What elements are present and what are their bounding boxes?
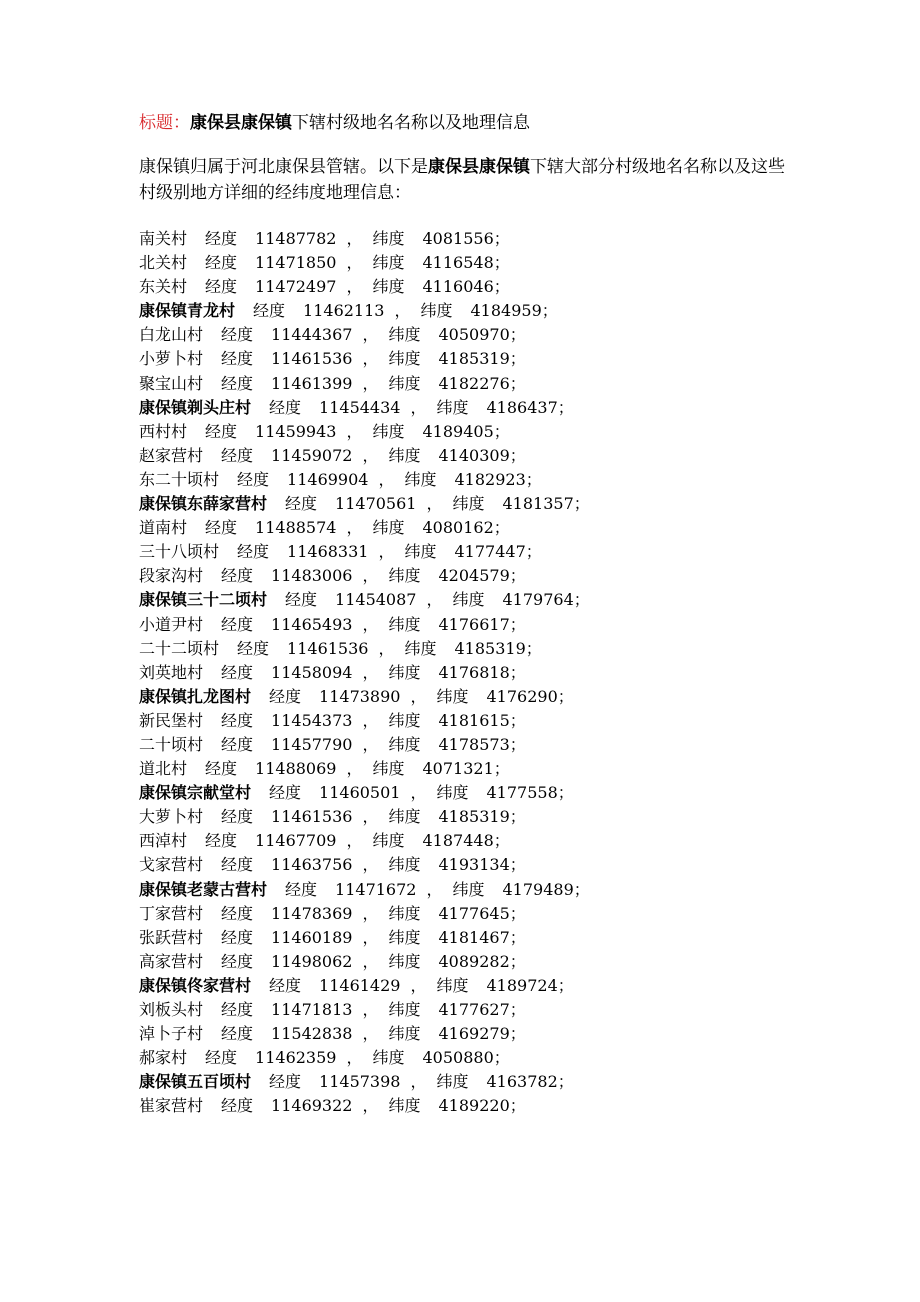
separator: ， — [362, 927, 379, 947]
village-row — [139, 444, 590, 468]
longitude-value: 11488574 — [255, 518, 337, 538]
village-name: 新民堡村 — [139, 710, 204, 730]
longitude-label: 经度 — [221, 927, 254, 947]
latitude-label: 纬度 — [388, 710, 421, 730]
longitude-label: 经度 — [237, 469, 270, 489]
separator: ， — [362, 373, 379, 393]
village-name: 小道尹村 — [139, 614, 204, 634]
latitude-label: 纬度 — [372, 229, 405, 248]
separator: ， — [410, 686, 427, 706]
document-title — [139, 111, 530, 135]
longitude-value: 11458094 — [271, 662, 353, 682]
longitude-value: 11462113 — [303, 301, 385, 321]
separator: ， — [346, 229, 363, 248]
latitude-label: 纬度 — [388, 566, 421, 586]
longitude-value: 11461536 — [287, 638, 369, 658]
village-name: 白龙山村 — [139, 325, 204, 345]
latitude-value: 4176617； — [438, 614, 526, 634]
latitude-value: 4184959； — [470, 301, 558, 321]
village-name: 大萝卜村 — [139, 807, 204, 827]
village-row — [139, 829, 590, 853]
longitude-label: 经度 — [269, 783, 302, 803]
longitude-label: 经度 — [285, 590, 318, 610]
village-row — [139, 372, 590, 396]
village-row — [139, 347, 590, 371]
title-bold-part: 康保县康保镇 — [190, 113, 292, 133]
latitude-value: 4080162； — [422, 518, 510, 538]
village-row — [139, 540, 590, 564]
separator: ， — [346, 421, 363, 441]
separator: ， — [346, 1048, 363, 1068]
latitude-label: 纬度 — [436, 686, 469, 706]
village-row — [139, 926, 590, 950]
longitude-value: 11471672 — [335, 879, 417, 899]
village-name: 刘板头村 — [139, 1000, 204, 1019]
latitude-value: 4050880； — [422, 1048, 510, 1068]
village-name: 康保镇老蒙古营村 — [139, 879, 268, 899]
village-row — [139, 757, 590, 781]
separator: ， — [378, 469, 395, 489]
village-name: 北关村 — [139, 253, 188, 273]
latitude-value: 4185319； — [438, 807, 526, 827]
longitude-label: 经度 — [205, 277, 238, 297]
separator: ， — [362, 807, 379, 827]
latitude-value: 4189220； — [438, 1096, 526, 1116]
latitude-label: 纬度 — [404, 542, 437, 562]
separator: ， — [362, 903, 379, 923]
longitude-label: 经度 — [221, 1000, 254, 1019]
longitude-label: 经度 — [285, 879, 318, 899]
village-row — [139, 733, 590, 757]
separator: ， — [410, 397, 427, 417]
village-row — [139, 564, 590, 588]
latitude-label: 纬度 — [388, 662, 421, 682]
separator: ， — [426, 494, 443, 514]
longitude-label: 经度 — [221, 855, 254, 875]
longitude-value: 11454373 — [271, 710, 353, 730]
longitude-label: 经度 — [237, 638, 270, 658]
longitude-value: 11471813 — [271, 1000, 353, 1019]
longitude-value: 11468331 — [287, 542, 369, 562]
latitude-label: 纬度 — [388, 373, 421, 393]
longitude-value: 11542838 — [271, 1024, 353, 1044]
latitude-value: 4177558； — [486, 783, 574, 803]
intro-text-1: 康保镇归属于河北康保县管辖。以下是 — [139, 157, 428, 177]
separator: ， — [362, 951, 379, 971]
longitude-value: 11461536 — [271, 807, 353, 827]
village-name: 西淖村 — [139, 831, 188, 851]
village-name: 三十八顷村 — [139, 542, 220, 562]
separator: ， — [362, 349, 379, 369]
village-row — [139, 685, 590, 709]
village-row — [139, 1070, 590, 1094]
longitude-value: 11463756 — [271, 855, 353, 875]
latitude-label: 纬度 — [404, 469, 437, 489]
separator: ， — [346, 831, 363, 851]
latitude-value: 4176290； — [486, 686, 574, 706]
separator: ， — [346, 277, 363, 297]
separator: ， — [362, 662, 379, 682]
separator: ， — [362, 1024, 379, 1044]
village-row — [139, 251, 590, 275]
village-name: 淖卜子村 — [139, 1024, 204, 1044]
village-name: 聚宝山村 — [139, 373, 204, 393]
longitude-value: 11461429 — [319, 975, 401, 995]
latitude-label: 纬度 — [372, 421, 405, 441]
latitude-label: 纬度 — [388, 445, 421, 465]
longitude-label: 经度 — [205, 831, 238, 851]
longitude-value: 11467709 — [255, 831, 337, 851]
latitude-value: 4116548； — [422, 253, 510, 273]
village-name: 康保镇三十二顷村 — [139, 590, 268, 610]
longitude-value: 11465493 — [271, 614, 353, 634]
latitude-value: 4177627； — [438, 1000, 526, 1019]
village-name: 刘英地村 — [139, 662, 204, 682]
village-row — [139, 516, 590, 540]
latitude-value: 4181615； — [438, 710, 526, 730]
village-row — [139, 1046, 590, 1070]
longitude-label: 经度 — [205, 229, 238, 248]
separator: ， — [362, 566, 379, 586]
village-row — [139, 950, 590, 974]
longitude-value: 11469322 — [271, 1096, 353, 1116]
latitude-value: 4185319； — [438, 349, 526, 369]
village-name: 康保镇东薛家营村 — [139, 494, 268, 514]
village-row — [139, 1094, 590, 1118]
village-row — [139, 323, 590, 347]
longitude-label: 经度 — [221, 445, 254, 465]
separator: ， — [410, 783, 427, 803]
separator: ， — [362, 325, 379, 345]
latitude-value: 4050970； — [438, 325, 526, 345]
latitude-label: 纬度 — [372, 518, 405, 538]
village-row — [139, 878, 590, 902]
longitude-label: 经度 — [221, 903, 254, 923]
village-name: 康保镇佟家营村 — [139, 975, 252, 995]
longitude-label: 经度 — [269, 397, 302, 417]
village-row — [139, 299, 590, 323]
latitude-label: 纬度 — [436, 783, 469, 803]
longitude-value: 11444367 — [271, 325, 353, 345]
longitude-value: 11478369 — [271, 903, 353, 923]
latitude-value: 4140309； — [438, 445, 526, 465]
latitude-label: 纬度 — [388, 951, 421, 971]
village-row — [139, 613, 590, 637]
latitude-label: 纬度 — [388, 1024, 421, 1044]
intro-text-2: 下辖大部分村级地名名称以及这些村级别地方详细的经纬度地理信息： — [139, 157, 785, 203]
latitude-label: 纬度 — [388, 349, 421, 369]
village-name: 西村村 — [139, 421, 188, 441]
longitude-value: 11454434 — [319, 397, 401, 417]
village-row — [139, 396, 590, 420]
longitude-value: 11454087 — [335, 590, 417, 610]
longitude-value: 11469904 — [287, 469, 369, 489]
separator: ， — [378, 638, 395, 658]
separator: ， — [362, 614, 379, 634]
village-row — [139, 588, 590, 612]
longitude-label: 经度 — [253, 301, 286, 321]
village-name: 康保镇剃头庄村 — [139, 397, 252, 417]
latitude-label: 纬度 — [388, 325, 421, 345]
longitude-label: 经度 — [221, 325, 254, 345]
latitude-value: 4182276； — [438, 373, 526, 393]
separator: ， — [362, 445, 379, 465]
separator: ， — [362, 855, 379, 875]
separator: ， — [346, 253, 363, 273]
latitude-label: 纬度 — [452, 494, 485, 514]
village-row — [139, 902, 590, 926]
longitude-value: 11460501 — [319, 783, 401, 803]
latitude-label: 纬度 — [388, 1000, 421, 1019]
longitude-label: 经度 — [205, 759, 238, 779]
separator: ， — [426, 590, 443, 610]
separator: ， — [362, 1096, 379, 1116]
longitude-value: 11457790 — [271, 734, 353, 754]
latitude-label: 纬度 — [388, 807, 421, 827]
separator: ， — [362, 734, 379, 754]
latitude-label: 纬度 — [452, 590, 485, 610]
longitude-label: 经度 — [221, 1024, 254, 1044]
latitude-label: 纬度 — [404, 638, 437, 658]
village-row — [139, 492, 590, 516]
latitude-value: 4081556； — [422, 229, 510, 248]
village-row — [139, 468, 590, 492]
latitude-label: 纬度 — [436, 397, 469, 417]
intro-bold-part: 康保县康保镇 — [428, 157, 530, 177]
village-name: 赵家营村 — [139, 445, 204, 465]
latitude-label: 纬度 — [372, 277, 405, 297]
village-name: 东关村 — [139, 277, 188, 297]
village-name: 高家营村 — [139, 951, 204, 971]
village-name: 康保镇宗献堂村 — [139, 783, 252, 803]
separator: ， — [378, 542, 395, 562]
separator: ， — [362, 1000, 379, 1019]
latitude-value: 4169279； — [438, 1024, 526, 1044]
longitude-value: 11457398 — [319, 1072, 401, 1092]
longitude-label: 经度 — [285, 494, 318, 514]
village-row — [139, 805, 590, 829]
latitude-label: 纬度 — [388, 927, 421, 947]
village-row — [139, 781, 590, 805]
village-name: 丁家营村 — [139, 903, 204, 923]
latitude-label: 纬度 — [388, 1096, 421, 1116]
longitude-value: 11461399 — [271, 373, 353, 393]
latitude-label: 纬度 — [420, 301, 453, 321]
latitude-label: 纬度 — [372, 831, 405, 851]
longitude-value: 11459072 — [271, 445, 353, 465]
longitude-label: 经度 — [205, 253, 238, 273]
latitude-label: 纬度 — [372, 253, 405, 273]
longitude-value: 11461536 — [271, 349, 353, 369]
village-row — [139, 709, 590, 733]
latitude-value: 4204579； — [438, 566, 526, 586]
village-name: 张跃营村 — [139, 927, 204, 947]
latitude-value: 4179764； — [502, 590, 590, 610]
longitude-value: 11473890 — [319, 686, 401, 706]
longitude-value: 11488069 — [255, 759, 337, 779]
longitude-label: 经度 — [269, 975, 302, 995]
longitude-label: 经度 — [221, 807, 254, 827]
longitude-label: 经度 — [221, 566, 254, 586]
village-row — [139, 420, 590, 444]
longitude-value: 11471850 — [255, 253, 337, 273]
latitude-label: 纬度 — [372, 759, 405, 779]
title-rest: 下辖村级地名名称以及地理信息 — [292, 113, 530, 133]
village-name: 道北村 — [139, 759, 188, 779]
village-name: 康保镇五百顷村 — [139, 1072, 252, 1092]
village-row — [139, 998, 590, 1022]
latitude-value: 4177447； — [454, 542, 542, 562]
village-name: 康保镇青龙村 — [139, 301, 236, 321]
latitude-value: 4177645； — [438, 903, 526, 923]
village-name: 郝家村 — [139, 1048, 188, 1068]
village-name: 康保镇扎龙图村 — [139, 686, 252, 706]
village-row — [139, 227, 590, 251]
latitude-value: 4071321； — [422, 759, 510, 779]
village-name: 二十顷村 — [139, 734, 204, 754]
longitude-label: 经度 — [205, 518, 238, 538]
separator: ， — [362, 710, 379, 730]
latitude-label: 纬度 — [372, 1048, 405, 1068]
latitude-label: 纬度 — [388, 903, 421, 923]
village-row — [139, 1022, 590, 1046]
longitude-value: 11498062 — [271, 951, 353, 971]
village-name: 东二十顷村 — [139, 469, 220, 489]
latitude-label: 纬度 — [388, 734, 421, 754]
latitude-value: 4176818； — [438, 662, 526, 682]
village-row — [139, 974, 590, 998]
village-name: 道南村 — [139, 518, 188, 538]
village-name: 南关村 — [139, 229, 188, 248]
village-row — [139, 275, 590, 299]
village-row — [139, 637, 590, 661]
village-name: 崔家营村 — [139, 1096, 204, 1116]
longitude-label: 经度 — [221, 734, 254, 754]
village-row — [139, 661, 590, 685]
latitude-label: 纬度 — [388, 614, 421, 634]
separator: ， — [346, 759, 363, 779]
latitude-value: 4178573； — [438, 734, 526, 754]
longitude-value: 11470561 — [335, 494, 417, 514]
longitude-value: 11462359 — [255, 1048, 337, 1068]
separator: ， — [410, 975, 427, 995]
longitude-label: 经度 — [221, 710, 254, 730]
latitude-value: 4193134； — [438, 855, 526, 875]
longitude-value: 11487782 — [255, 229, 337, 248]
latitude-label: 纬度 — [436, 975, 469, 995]
village-name: 戈家营村 — [139, 855, 204, 875]
latitude-value: 4186437； — [486, 397, 574, 417]
longitude-value: 11460189 — [271, 927, 353, 947]
village-row — [139, 853, 590, 877]
longitude-label: 经度 — [205, 1048, 238, 1068]
latitude-label: 纬度 — [388, 855, 421, 875]
latitude-value: 4181467； — [438, 927, 526, 947]
longitude-label: 经度 — [237, 542, 270, 562]
longitude-value: 11459943 — [255, 421, 337, 441]
longitude-label: 经度 — [221, 614, 254, 634]
latitude-value: 4089282； — [438, 951, 526, 971]
longitude-value: 11472497 — [255, 277, 337, 297]
separator: ， — [410, 1072, 427, 1092]
longitude-label: 经度 — [205, 421, 238, 441]
separator: ， — [394, 301, 411, 321]
longitude-value: 11483006 — [271, 566, 353, 586]
latitude-label: 纬度 — [452, 879, 485, 899]
latitude-label: 纬度 — [436, 1072, 469, 1092]
longitude-label: 经度 — [269, 1072, 302, 1092]
separator: ， — [426, 879, 443, 899]
latitude-value: 4182923； — [454, 469, 542, 489]
latitude-value: 4179489； — [502, 879, 590, 899]
longitude-label: 经度 — [221, 951, 254, 971]
longitude-label: 经度 — [221, 1096, 254, 1116]
intro-paragraph — [139, 154, 789, 206]
village-name: 段家沟村 — [139, 566, 204, 586]
longitude-label: 经度 — [221, 349, 254, 369]
village-list — [139, 227, 590, 1118]
village-name: 小萝卜村 — [139, 349, 204, 369]
latitude-value: 4185319； — [454, 638, 542, 658]
longitude-label: 经度 — [269, 686, 302, 706]
latitude-value: 4181357； — [502, 494, 590, 514]
longitude-label: 经度 — [221, 373, 254, 393]
latitude-value: 4189724； — [486, 975, 574, 995]
latitude-value: 4189405； — [422, 421, 510, 441]
village-name: 二十二顷村 — [139, 638, 220, 658]
title-prefix: 标题： — [139, 113, 190, 133]
latitude-value: 4163782； — [486, 1072, 574, 1092]
latitude-value: 4187448； — [422, 831, 510, 851]
longitude-label: 经度 — [221, 662, 254, 682]
latitude-value: 4116046； — [422, 277, 510, 297]
separator: ， — [346, 518, 363, 538]
